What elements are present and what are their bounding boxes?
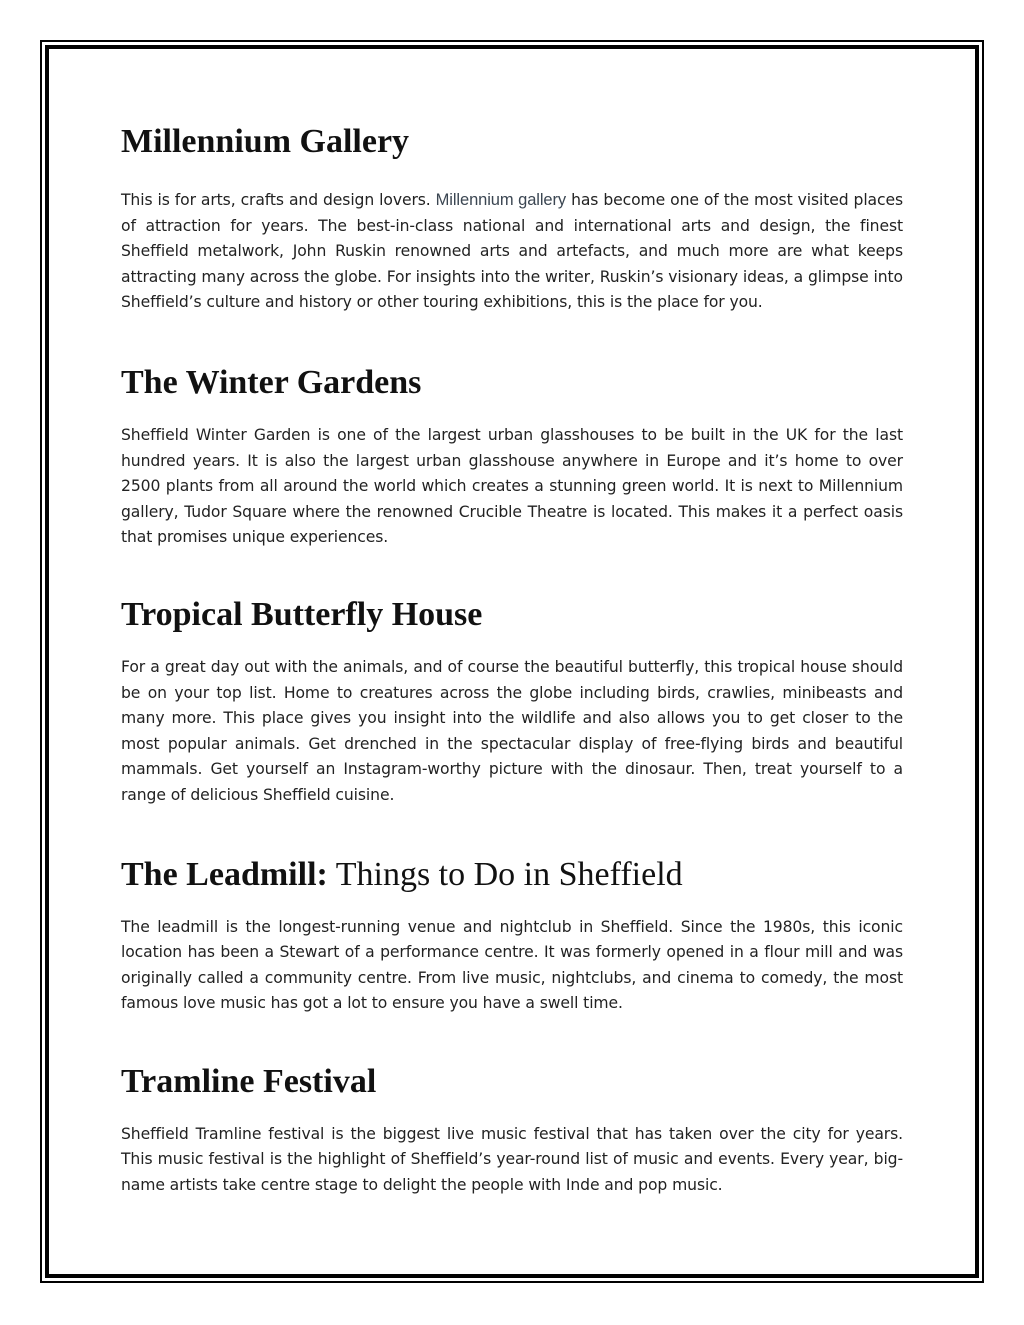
body-text-after: has become one of the most visited places of attraction for years. The best-in-class national and international arts and design, the finest Sheffield metalwork, John Ruskin renowned arts and artefacts, and much more are what keeps attracting many across the globe. For insights into the writer, Ruskin’s visionary ideas, a glimpse into Sheffield’s culture and history or other touring exhibitions, this is the place for you.	[121, 191, 904, 312]
body-text-before: This is for arts, crafts and design lovers.	[121, 191, 436, 209]
section-the-leadmill	[121, 855, 903, 1017]
document-content	[121, 122, 903, 1199]
section-tramline-festival	[121, 1062, 903, 1199]
section-tropical-butterfly-house	[121, 595, 903, 809]
section-body	[121, 188, 903, 316]
section-body: Sheffield Winter Garden is one of the largest urban glasshouses to be built in the UK for the last hundred years. It is also the largest urban glasshouse anywhere in Europe and it’s home to over 2500 plants from all around the world which creates a stunning green world. It is next to Millennium gallery, Tudor Square where the renowned Crucible Theatre is located. This makes it a perfect oasis that promises unique experiences.	[121, 425, 903, 547]
section-winter-gardens	[121, 363, 903, 551]
section-heading: Millennium Gallery	[121, 123, 410, 160]
section-heading: The Winter Gardens	[121, 363, 422, 401]
section-heading: Tropical Butterfly House	[121, 595, 483, 633]
millennium-gallery-link[interactable]: Millennium gallery	[435, 191, 567, 209]
section-body: For a great day out with the animals, and of course the beautiful butterfly, this tropical house should be on your top list. Home to creatures across the globe including birds, crawlies, minibeasts and many more. This place gives you insight into the wildlife and also allows you to get closer to the most popular animals. Get drenched in the spectacular display of free-flying birds and beautiful mammals. Get yourself an Instagram-worthy picture with the dinosaur. Then, treat yourself to a range of delicious Sheffield cuisine.	[121, 657, 903, 804]
section-heading: Tramline Festival	[121, 1062, 377, 1100]
heading-light-part: Things to Do in Sheffield	[327, 855, 683, 893]
section-body: Sheffield Tramline festival is the biggest live music festival that has taken over the city for years. This music festival is the highlight of Sheffield’s year-round list of music and events. Every year, big-name artists take centre stage to delight the people with Inde and pop music.	[121, 1124, 903, 1195]
section-millennium-gallery	[121, 122, 903, 316]
section-heading	[121, 855, 903, 895]
heading-bold-part: The Leadmill:	[121, 855, 328, 893]
section-body: The leadmill is the longest-running venue and nightclub in Sheffield. Since the 1980s, this iconic location has been a Stewart of a performance centre. It was formerly opened in a flour mill and was originally called a community centre. From live music, nightclubs, and cinema to comedy, the most famous love music has got a lot to ensure you have a swell time.	[121, 917, 903, 1013]
